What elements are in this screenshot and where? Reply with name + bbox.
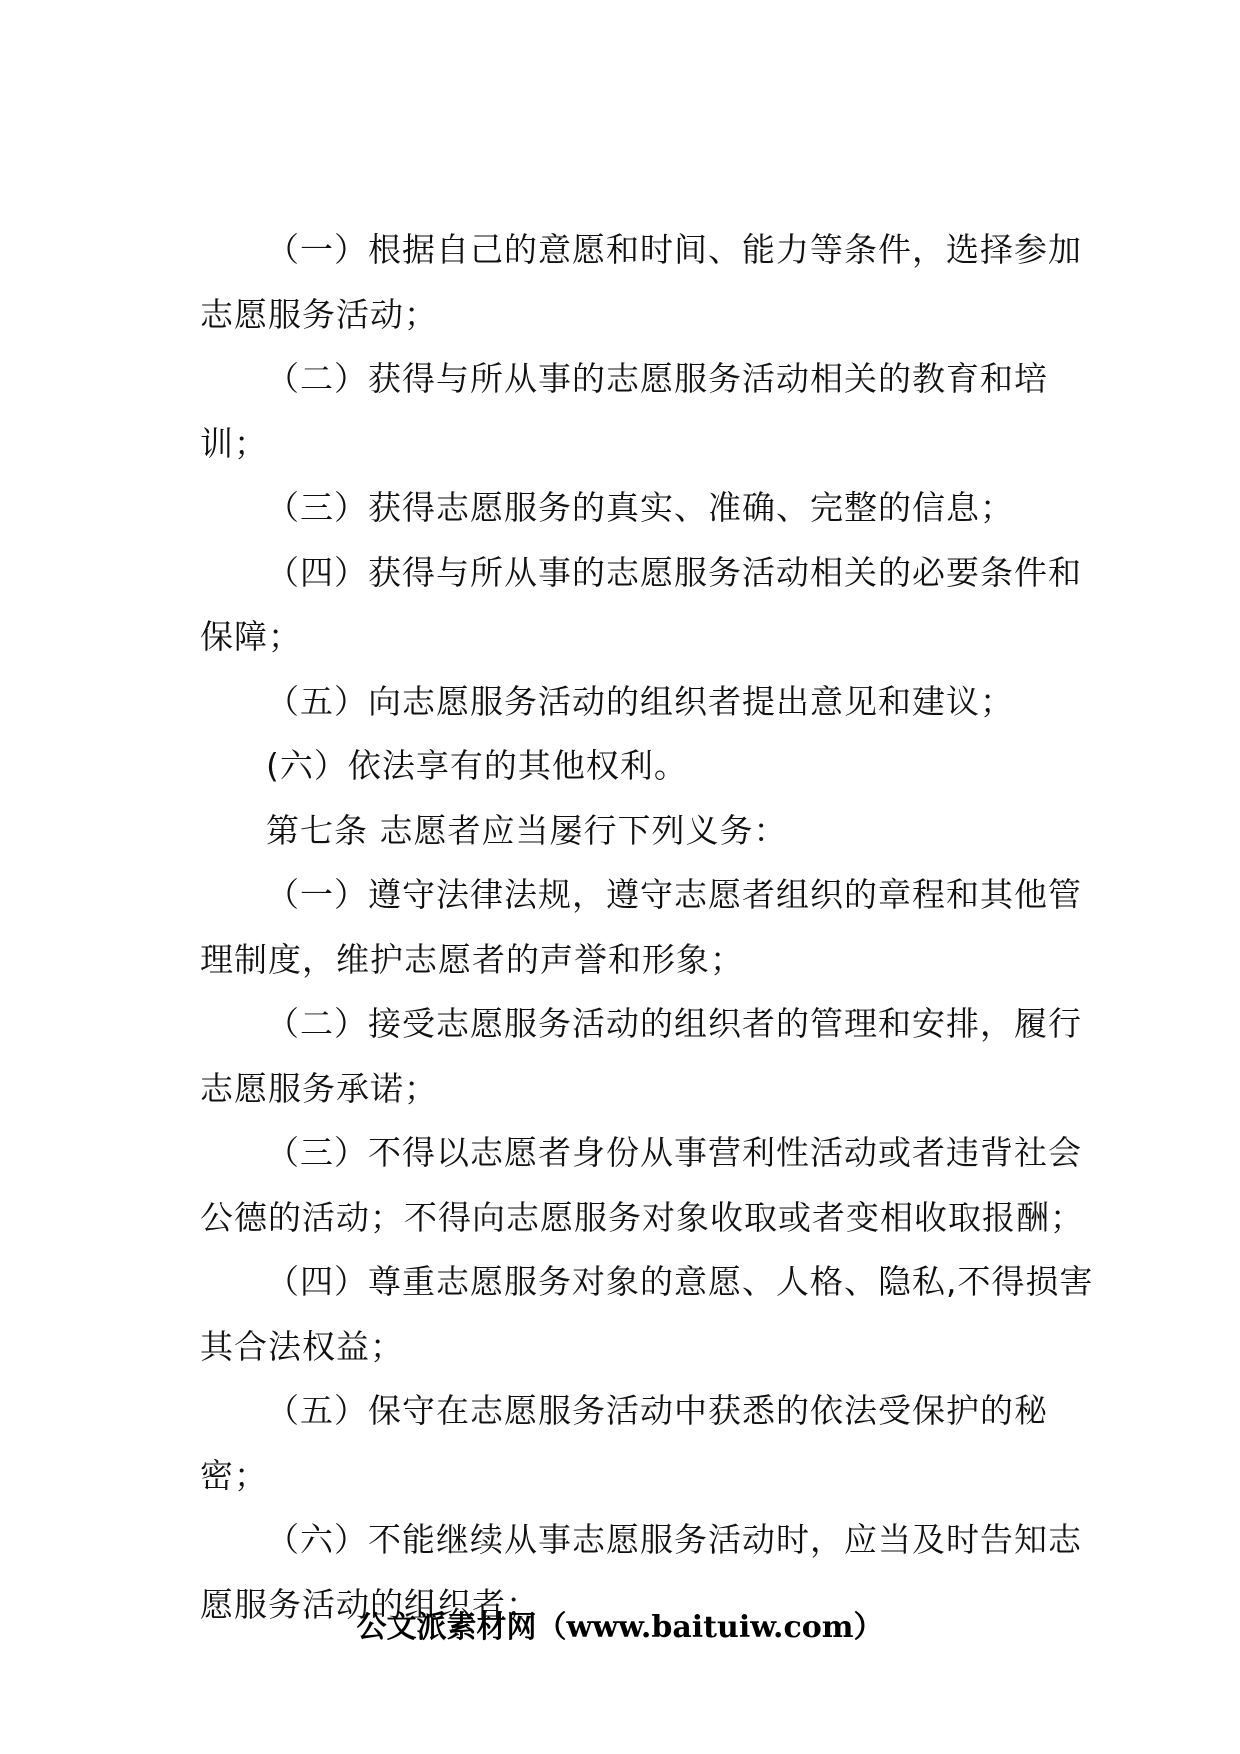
paragraph-duty-5: （五）保守在志愿服务活动中获悉的依法受保护的秘密； bbox=[200, 1391, 1048, 1495]
paragraph-duty-6: （六）不能继续从事志愿服务活动时，应当及时告知志愿服务活动的组织者； bbox=[200, 1520, 1082, 1624]
article-seven-heading: 第七条 志愿者应当屡行下列义务： bbox=[266, 810, 788, 850]
document-body bbox=[200, 218, 1100, 1637]
paragraph-duty-3: （三）不得以志愿者身份从事营利性活动或者违背社会公德的活动；不得向志愿服务对象收取或者变相收取报酬； bbox=[200, 1133, 1084, 1237]
paragraph-right-2: （二）获得与所从事的志愿服务活动相关的教育和培训； bbox=[200, 359, 1048, 463]
paragraph-right-4: （四）获得与所从事的志愿服务活动相关的必要条件和保障； bbox=[200, 552, 1082, 656]
paragraph-right-6: (六）依法享有的其他权利。 bbox=[266, 746, 688, 785]
paragraph-right-1: （一）根据自己的意愿和时间、能力等条件，选择参加志愿服务活动； bbox=[200, 230, 1082, 334]
paragraph-right-5: （五）向志愿服务活动的组织者提出意见和建议； bbox=[266, 681, 1014, 721]
paragraph-duty-2: （二）接受志愿服务活动的组织者的管理和安排，履行志愿服务承诺； bbox=[200, 1004, 1082, 1108]
paragraph-right-3: （三）获得志愿服务的真实、准确、完整的信息； bbox=[266, 488, 1014, 527]
paragraph-duty-4: （四）尊重志愿服务对象的意愿、人格、隐私,不得损害其合法权益； bbox=[200, 1262, 1094, 1366]
paragraph-duty-1: （一）遵守法律法规，遵守志愿者组织的章程和其他管理制度，维护志愿者的声誉和形象； bbox=[200, 875, 1082, 979]
footer-watermark: 公文派素材网（www.baituiw.com） bbox=[356, 1610, 884, 1645]
